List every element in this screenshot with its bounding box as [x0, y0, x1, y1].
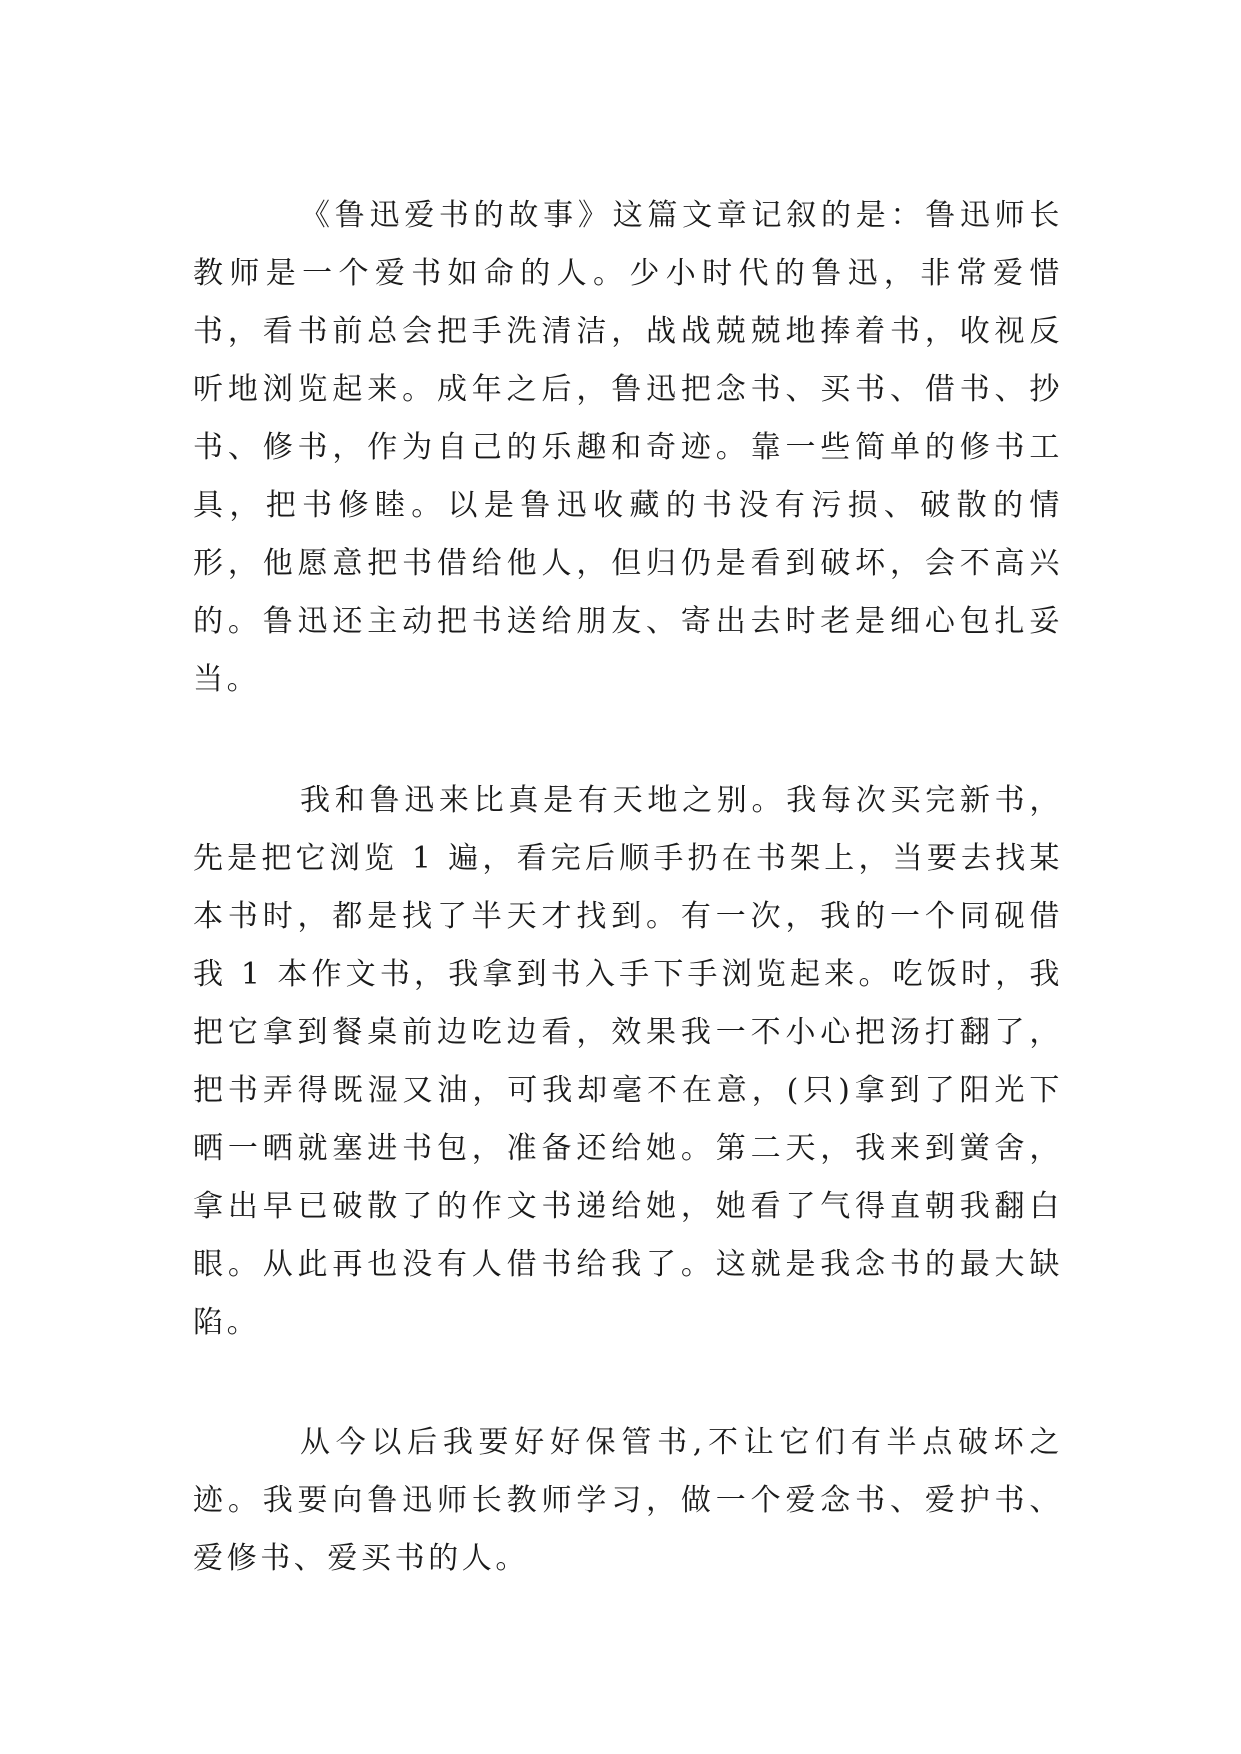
paragraph-personal-experience: 我和鲁迅来比真是有天地之别。我每次买完新书，先是把它浏览 1 遍，看完后顺手扔在书架上，当要去找某本书时，都是找了半天才找到。有一次，我的一个同砚借我 1 本作文书，我拿到书入手下手浏览起来。吃饭时，我把它拿到餐桌前边吃边看，效果我一不小心把汤打翻了，把书弄得既湿又油，可我却毫不在意，(只)拿到了阳光下晒一晒就塞进书包，准备还给她。第二天，我来到黉舍，拿出早已破散了的作文书递给她，她看了气得直朝我翻白眼。从此再也没有人借书给我了。这就是我念书的最大缺陷。 [193, 783, 1063, 1340]
paragraph-resolution: 从今以后我要好好保管书,不让它们有半点破坏之迹。我要向鲁迅师长教师学习，做一个爱念书、爱护书、爱修书、爱买书的人。 [193, 1425, 1063, 1576]
paragraph-lu-xun-story: 《鲁迅爱书的故事》这篇文章记叙的是：鲁迅师长教师是一个爱书如命的人。少小时代的鲁迅，非常爱惜书，看书前总会把手洗清洁，战战兢兢地捧着书，收视反听地浏览起来。成年之后，鲁迅把念书、买书、借书、抄书、修书，作为自己的乐趣和奇迹。靠一些简单的修书工具，把书修睦。以是鲁迅收藏的书没有污损、破散的情形，他愿意把书借给他人，但归仍是看到破坏，会不高兴的。鲁迅还主动把书送给朋友、寄出去时老是细心包扎妥当。 [193, 198, 1063, 697]
